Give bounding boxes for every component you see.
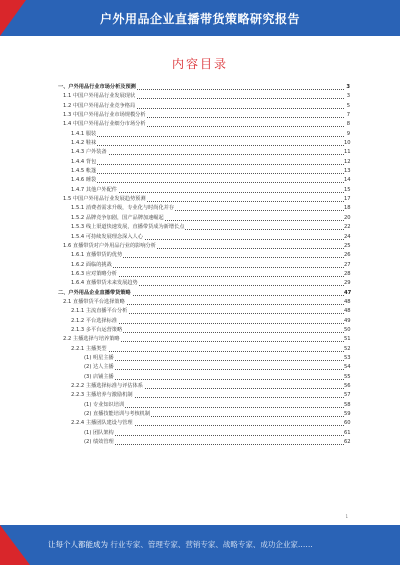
toc-entry-text: 1.4 中国户外用品行业细分市场分析: [63, 120, 147, 129]
toc-page-number: 14: [344, 176, 350, 185]
toc-entry[interactable]: [58, 233, 350, 242]
toc-entry[interactable]: [58, 363, 350, 372]
toc-entry[interactable]: [58, 317, 350, 326]
toc-entry[interactable]: [58, 429, 350, 438]
footer-bar: [0, 525, 400, 565]
toc-entry-text: 1.5.1 消费者需求升级，专业化与时尚化并存: [71, 204, 175, 213]
toc-entry[interactable]: [58, 139, 350, 148]
toc-leader-dots: [84, 435, 344, 436]
toc-page-number: 22: [344, 223, 350, 232]
toc-entry-text: 1.4.4 背包: [71, 158, 97, 167]
toc-entry-text: 二、户外用品企业直播带货策略: [58, 289, 132, 298]
toc-page-number: 18: [344, 204, 350, 213]
toc-page-number: 62: [344, 438, 350, 447]
toc-entry[interactable]: [58, 83, 350, 92]
toc-leader-dots: [71, 136, 344, 137]
toc-entry[interactable]: [58, 335, 350, 344]
toc-page-number: 8: [344, 120, 350, 129]
toc-page-number: 53: [344, 354, 350, 363]
toc-page-number: 17: [344, 195, 350, 204]
toc-page-number: 25: [344, 242, 350, 251]
toc-entry[interactable]: [58, 251, 350, 260]
toc-entry-text: 1.4.6 睡袋: [71, 176, 97, 185]
toc-entry-text: 1.6 直播带货对户外用品行业的影响分析: [63, 242, 157, 251]
toc-page-number: 15: [344, 186, 350, 195]
toc-page-number: 3: [344, 83, 350, 92]
toc-entry[interactable]: [58, 102, 350, 111]
table-of-contents: [58, 83, 350, 447]
page-marker: 1: [345, 514, 348, 519]
toc-entry[interactable]: [58, 373, 350, 382]
toc-entry-text: 一、户外用品行业市场分析及预测: [58, 83, 137, 92]
toc-leader-dots: [84, 360, 344, 361]
toc-entry[interactable]: [58, 289, 350, 298]
footer-slogan: 行业专家、管理专家、营销专家、战略专家、成功企业家……: [110, 540, 313, 549]
toc-entry[interactable]: [58, 167, 350, 176]
toc-leader-dots: [71, 182, 344, 183]
toc-page-number: 57: [344, 391, 350, 400]
toc-leader-dots: [71, 164, 344, 165]
toc-entry-text: 1.2 中国户外用品行业竞争格局: [63, 102, 136, 111]
toc-entry[interactable]: [58, 111, 350, 120]
toc-entry-text: (1) 明星主播: [84, 354, 115, 363]
toc-entry-text: 2.1.3 多平台运营策略: [71, 326, 123, 335]
toc-entry-text: 1.4.3 户外装备: [71, 148, 108, 157]
toc-entry[interactable]: [58, 130, 350, 139]
toc-page-number: 5: [344, 102, 350, 111]
footer-red-accent: [0, 525, 30, 565]
toc-entry-text: 2.2.3 主播培养与激励机制: [71, 391, 134, 400]
toc-page-number: 54: [344, 363, 350, 372]
toc-entry-text: 1.6.1 直播带货的优势: [71, 251, 123, 260]
toc-entry-text: 2.2 主播选择与培养策略: [63, 335, 121, 344]
toc-page-number: 52: [344, 345, 350, 354]
toc-entry[interactable]: [58, 270, 350, 279]
toc-entry-text: 2.2.4 主播团队建设与管理: [71, 419, 134, 428]
toc-heading: 内容目录: [171, 57, 228, 71]
toc-entry-text: (2) 达人主播: [84, 363, 115, 372]
toc-page-number: 7: [344, 111, 350, 120]
toc-entry[interactable]: [58, 195, 350, 204]
document-title: 户外用品企业直播带货策略研究报告: [99, 12, 300, 26]
toc-leader-dots: [71, 154, 344, 155]
toc-entry[interactable]: [58, 354, 350, 363]
toc-page-number: 20: [344, 214, 350, 223]
toc-page-number: 12: [344, 158, 350, 167]
toc-page-number: 28: [344, 270, 350, 279]
toc-page-number: 24: [344, 233, 350, 242]
toc-entry-text: 2.2.1 主播类型: [71, 345, 108, 354]
toc-entry-text: 1.5.4 可持续发展理念深入人心: [71, 233, 144, 242]
toc-entry[interactable]: [58, 298, 350, 307]
toc-page-number: 29: [344, 279, 350, 288]
toc-entry-text: (1) 专业知识培训: [84, 401, 125, 410]
header-bar: [0, 0, 400, 36]
toc-page-number: 56: [344, 382, 350, 391]
toc-leader-dots: [84, 369, 344, 370]
toc-page-number: 9: [344, 130, 350, 139]
toc-entry-text: 2.1.2 平台选择标准: [71, 317, 118, 326]
footer-label: 让每个人都能成为: [48, 540, 108, 549]
toc-entry-text: 1.6.3 应对策略分析: [71, 270, 118, 279]
toc-entry[interactable]: [58, 214, 350, 223]
toc-page-number: 47: [344, 289, 350, 298]
toc-entry[interactable]: [58, 242, 350, 251]
toc-page-number: 48: [344, 298, 350, 307]
toc-entry[interactable]: [58, 120, 350, 129]
toc-entry[interactable]: [58, 158, 350, 167]
toc-leader-dots: [71, 173, 344, 174]
toc-entry[interactable]: [58, 186, 350, 195]
toc-entry-text: 2.2.2 主播选择标准与评估体系: [71, 382, 144, 391]
toc-page-number: 11: [344, 148, 350, 157]
toc-entry[interactable]: [58, 401, 350, 410]
toc-page-number: 58: [344, 401, 350, 410]
toc-entry[interactable]: [58, 326, 350, 335]
toc-leader-dots: [71, 145, 344, 146]
toc-page-number: 26: [344, 251, 350, 260]
toc-entry[interactable]: [58, 391, 350, 400]
toc-leader-dots: [71, 351, 344, 352]
toc-entry-text: (1) 团队架构: [84, 429, 115, 438]
toc-page-number: 55: [344, 373, 350, 382]
toc-entry-text: 2.1 直播带货平台选择策略: [63, 298, 126, 307]
toc-page-number: 51: [344, 335, 350, 344]
toc-page-number: 27: [344, 261, 350, 270]
toc-entry[interactable]: [58, 382, 350, 391]
toc-entry[interactable]: [58, 419, 350, 428]
toc-entry[interactable]: [58, 438, 350, 447]
toc-page-number: 60: [344, 419, 350, 428]
toc-entry-text: 1.1 中国户外用品行业发展现状: [63, 92, 136, 101]
toc-entry-text: 1.4.2 鞋袜: [71, 139, 97, 148]
toc-entry[interactable]: [58, 345, 350, 354]
toc-page-number: 59: [344, 410, 350, 419]
toc-entry-text: 2.1.1 主流直播平台分析: [71, 307, 128, 316]
toc-page-number: 3: [344, 92, 350, 101]
toc-entry-text: 1.5.3 线上渠道快速发展，直播带货成为新增长点: [71, 223, 185, 232]
toc-entry[interactable]: [58, 410, 350, 419]
toc-page-number: 61: [344, 429, 350, 438]
toc-entry[interactable]: [58, 92, 350, 101]
toc-entry[interactable]: [58, 148, 350, 157]
toc-entry-text: 1.3 中国户外用品行业市场规模分析: [63, 111, 147, 120]
toc-entry-text: (3) 店铺主播: [84, 373, 115, 382]
toc-leader-dots: [84, 379, 344, 380]
toc-entry-text: 1.5 中国户外用品行业发展趋势预测: [63, 195, 147, 204]
toc-entry[interactable]: [58, 223, 350, 232]
toc-entry[interactable]: [58, 261, 350, 270]
toc-entry[interactable]: [58, 176, 350, 185]
toc-entry-text: 1.6.4 直播带货未来发展趋势: [71, 279, 139, 288]
toc-entry-text: 1.4.5 帐篷: [71, 167, 97, 176]
toc-entry-text: (2) 绩效管理: [84, 438, 115, 447]
toc-entry-text: 1.4.1 服装: [71, 130, 97, 139]
toc-entry[interactable]: [58, 204, 350, 213]
toc-page-number: 13: [344, 167, 350, 176]
toc-entry-text: (2) 直播技能培训与考核机制: [84, 410, 151, 419]
toc-page-number: 50: [344, 326, 350, 335]
toc-entry[interactable]: [58, 307, 350, 316]
toc-page-number: 48: [344, 307, 350, 316]
toc-entry-text: 1.6.2 面临的挑战: [71, 261, 113, 270]
toc-page-number: 49: [344, 317, 350, 326]
toc-leader-dots: [84, 444, 344, 445]
toc-entry[interactable]: [58, 279, 350, 288]
footer-text: [48, 539, 313, 550]
toc-entry-text: 1.5.2 品牌竞争加剧，国产品牌加速崛起: [71, 214, 165, 223]
toc-entry-text: 1.4.7 其他户外配件: [71, 186, 118, 195]
toc-page-number: 10: [344, 139, 350, 148]
